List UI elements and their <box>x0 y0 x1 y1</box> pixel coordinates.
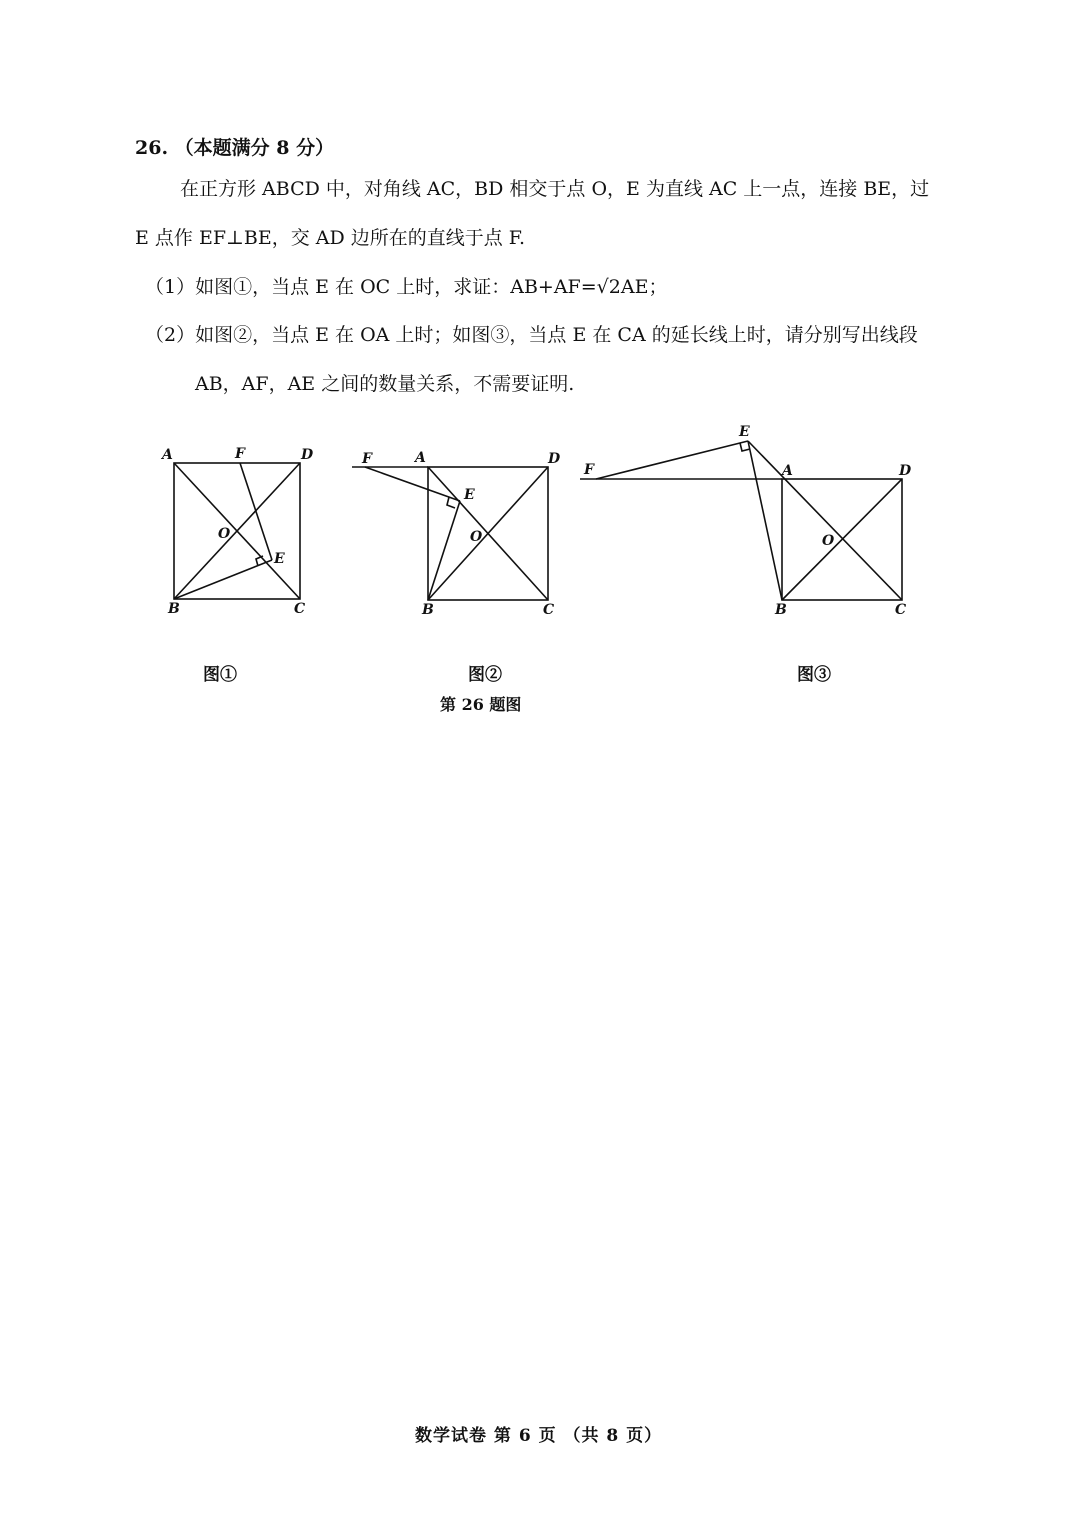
fig1-label-o: O <box>218 526 231 542</box>
question-heading: 26. （本题满分 8 分） <box>135 137 335 159</box>
figure-2-caption: 图② <box>468 665 502 685</box>
question-part1: （1）如图①，当点 E 在 OC 上时，求证：AB+AF=√2AE； <box>145 276 668 298</box>
fig2-label-a: A <box>415 450 426 466</box>
figure-3 <box>580 424 912 618</box>
question-stem-line1: 在正方形 ABCD 中，对角线 AC，BD 相交于点 O，E 为直线 AC 上一点，连接 BE，过 <box>180 178 930 200</box>
fig3-label-d: D <box>899 463 912 479</box>
fig3-label-o: O <box>822 533 835 549</box>
fig1-label-d: D <box>301 447 314 463</box>
fig1-segment-fe <box>240 463 272 560</box>
fig2-label-c: C <box>543 602 555 618</box>
fig2-label-f: F <box>362 451 372 467</box>
fig2-label-b: B <box>422 602 434 618</box>
fig2-label-d: D <box>548 451 561 467</box>
figure-1 <box>160 446 314 617</box>
fig1-label-e: E <box>274 551 285 567</box>
fig1-label-f: F <box>235 446 245 462</box>
fig2-label-o: O <box>470 529 483 545</box>
fig3-label-c: C <box>895 602 907 618</box>
fig3-line-ca-extended <box>748 441 902 600</box>
fig3-segment-fe <box>596 441 748 479</box>
figure-2 <box>352 450 561 618</box>
question-stem-line2: E 点作 EF⊥BE，交 AD 边所在的直线于点 F. <box>135 227 526 249</box>
fig1-label-b: B <box>168 601 180 617</box>
fig3-label-e: E <box>739 424 750 440</box>
page-footer: 数学试卷 第 6 页 （共 8 页） <box>415 1426 663 1446</box>
fig2-segment-fe <box>365 467 460 501</box>
fig1-label-c: C <box>294 601 306 617</box>
figures-title: 第 26 题图 <box>440 695 522 714</box>
fig2-segment-be <box>428 501 460 600</box>
fig3-segment-be <box>748 441 782 600</box>
fig1-label-a: A <box>162 447 173 463</box>
figure-3-caption: 图③ <box>797 665 831 685</box>
fig2-label-e: E <box>464 487 475 503</box>
question-part2-line1: （2）如图②，当点 E 在 OA 上时；如图③，当点 E 在 CA 的延长线上时，请分别写出线段 <box>145 324 918 346</box>
question-part2-line2: AB，AF，AE 之间的数量关系，不需要证明. <box>195 373 575 395</box>
fig3-label-b: B <box>775 602 787 618</box>
figures-diagram <box>0 0 1080 660</box>
fig3-label-a: A <box>782 463 793 479</box>
figure-1-caption: 图① <box>203 665 237 685</box>
fig3-label-f: F <box>584 462 594 478</box>
